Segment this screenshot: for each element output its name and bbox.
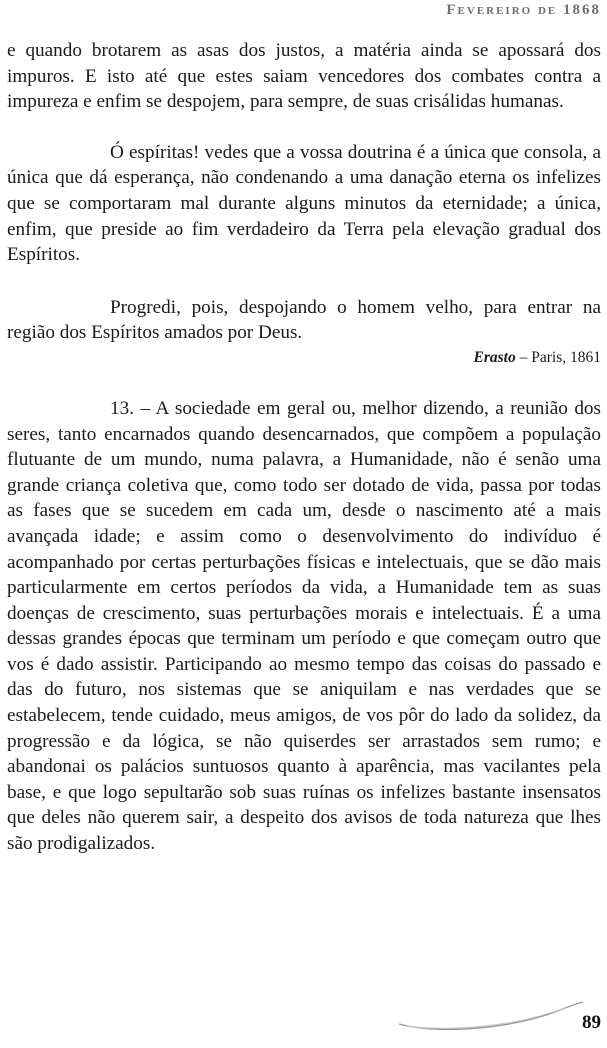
attribution-author: Erasto [473,348,516,366]
swoosh-ornament-icon [395,998,585,1032]
paragraph-continuation: e quando brotarem as asas dos justos, a matéria ainda se apossará dos impuros. E isto até que estes saiam vencedores dos combates contra a impureza e enfim se despojem, para sempre, de suas crisálidas humanas. [7,40,601,113]
running-header: Fevereiro de 1868 [446,2,601,18]
attribution-place-date: Paris, 1861 [531,348,601,366]
paragraph-espiritas: Ó espíritas! vedes que a vossa doutrina é a única que consola, a única que dá esperança, não condenando a uma danação eterna os infelizes que se comportaram mal durante alguns minutos da eternidade; a única, enfim, que preside ao fim verdadeiro da Terra pela elevação gradual dos Espíritos. [7,141,601,266]
page-footer [0,998,607,1048]
page-body [7,38,601,857]
attribution-separator: – [515,348,532,366]
paragraph-section-13: 13. – A sociedade em geral ou, melhor dizendo, a reunião dos seres, tanto encarnados quando desencarnados, que compõem a população flutuante de um mundo, numa palavra, a Humanidade, não é senão uma grande criança coletiva que, como todo ser dotado de vida, passa por todas as fases que se sucedem em cada um, desde o nascimento até a mais avançada idade; e assim como o desenvolvimento do indivíduo é acompanhado por certas perturbações físicas e intelectuais, que se dão mais particularmente em certos períodos da vida, a Humanidade tem as suas doenças de crescimento, suas perturbações morais e intelectuais. É a uma dessas grandes épocas que terminam um período e que começam outro que vos é dado assistir. Participando ao mesmo tempo das coisas do passado e das do futuro, nos sistemas que se aniquilam e nas verdades que se estabelecem, tende cuidado, meus amigos, de vos pôr do lado da solidez, da progressão e da lógica, se não quiserdes ser arrastados sem rumo; e abandonai os palácios suntuosos quanto à aparência, mas vacilantes pela base, e que logo sepultarão sob suas ruínas os infelizes bastante insensatos que deles não querem sair, a despeito dos avisos de toda natureza que lhes são prodigalizados. [7,397,601,855]
paragraph-progredi: Progredi, pois, despojando o homem velho, para entrar na região dos Espíritos amados por Deus. [7,296,601,344]
page-number: 89 [582,1012,601,1033]
attribution [7,347,601,369]
